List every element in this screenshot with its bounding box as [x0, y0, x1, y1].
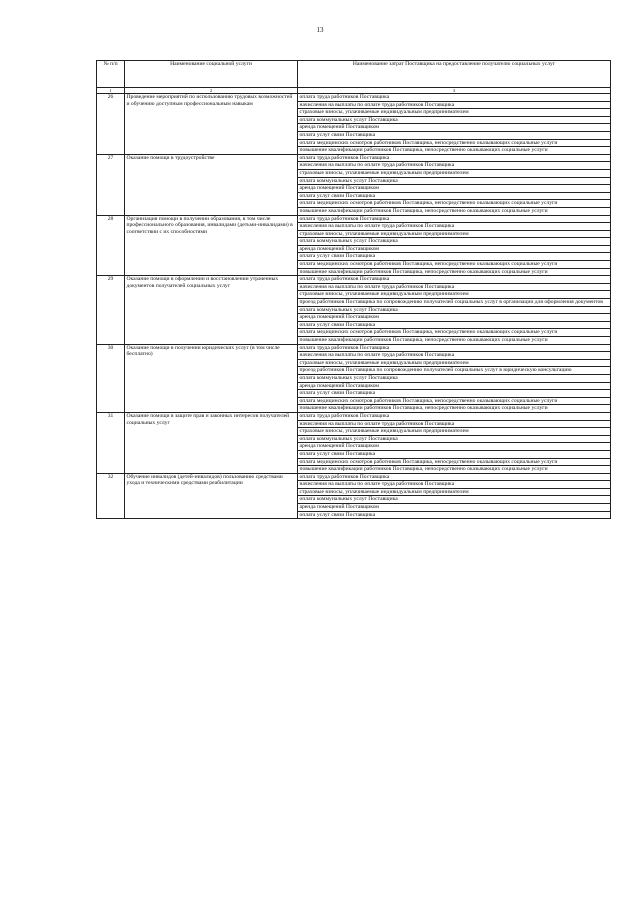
service-name: Оказание помощи в получении юридических услуг (в том числе бесплатно) — [125, 344, 298, 412]
table-row — [97, 473, 611, 519]
table-row — [97, 344, 611, 412]
cost-item: страховые взносы, уплачиваемые индивидуальным предпринимателем — [298, 109, 610, 117]
cost-list — [298, 215, 611, 276]
cost-list — [298, 154, 611, 215]
cost-item: оплата медицинских осмотров работников Поставщика, непосредственно оказывающих социальные услуги — [298, 200, 610, 208]
cost-item: начисления на выплаты по оплате труда работников Поставщика — [298, 162, 610, 170]
cost-item: оплата коммунальных услуг Поставщика — [298, 307, 610, 315]
cost-item: аренда помещений Поставщиком — [298, 314, 610, 322]
table-header-row — [97, 61, 611, 88]
cost-item: оплата труда работников Поставщика — [298, 155, 610, 163]
header-number: № п/п — [97, 61, 125, 88]
cost-item: оплата труда работников Поставщика — [298, 276, 610, 284]
cost-item: оплата труда работников Поставщика — [298, 345, 610, 353]
cost-item: повышение квалификации работников Поставщика, непосредственно оказывающих социальные услуги — [299, 268, 548, 275]
cost-item: повышение квалификации работников Поставщика, непосредственно оказывающих социальные услуги — [299, 147, 548, 154]
cost-item: повышение квалификации работников Поставщика, непосредственно оказывающих социальные услуги — [299, 337, 548, 343]
column-index: 1 — [97, 88, 125, 94]
column-index: 2 — [125, 88, 298, 94]
cost-item: оплата медицинских осмотров работников Поставщика, непосредственно оказывающих социальные услуги — [298, 329, 610, 337]
cost-item: повышение квалификации работников Поставщика, непосредственно оказывающих социальные услуги — [299, 405, 548, 412]
cost-item: оплата труда работников Поставщика — [298, 413, 610, 421]
page-number: 13 — [316, 26, 324, 34]
row-number: 27 — [97, 154, 125, 215]
service-name: Организация помощи в получении образования, в том числе профессионального образования, инвалидами (детьми-инвалидами) в соответствии с их способностями — [125, 215, 298, 276]
cost-item: начисления на выплаты по оплате труда работников Поставщика — [298, 223, 610, 231]
row-number: 30 — [97, 344, 125, 412]
cost-item: страховые взносы, уплачиваемые индивидуальным предпринимателем — [298, 489, 610, 497]
cost-item: оплата услуг связи Поставщика — [298, 193, 610, 201]
cost-item: оплата услуг связи Поставщика — [298, 390, 610, 398]
service-name: Обучение инвалидов (детей-инвалидов) пользованию средствами ухода и техническими средствами реабилитации — [125, 473, 298, 519]
column-index: 3 — [298, 88, 611, 94]
cost-item: страховые взносы, уплачиваемые индивидуальным предпринимателем — [298, 428, 610, 436]
cost-item: оплата медицинских осмотров работников Поставщика, непосредственно оказывающих социальные услуги — [298, 261, 610, 269]
cost-item: начисления на выплаты по оплате труда работников Поставщика — [298, 481, 610, 489]
cost-item: повышение квалификации работников Поставщика, непосредственно оказывающих социальные услуги — [299, 207, 548, 214]
cost-item: оплата труда работников Поставщика — [298, 94, 610, 102]
cost-item: проезд работников Поставщика по сопровождению получателей социальных услуг в юридическую консультацию — [298, 367, 610, 375]
cost-item: страховые взносы, уплачиваемые индивидуальным предпринимателем — [298, 231, 610, 239]
cost-item: оплата услуг связи Поставщика — [298, 322, 610, 330]
cost-item: оплата коммунальных услуг Поставщика — [298, 496, 610, 504]
cost-item: страховые взносы, уплачиваемые индивидуальным предпринимателем — [298, 170, 610, 178]
cost-item: оплата коммунальных услуг Поставщика — [298, 436, 610, 444]
table-row — [97, 154, 611, 215]
table-row — [97, 276, 611, 344]
cost-item: оплата труда работников Поставщика — [298, 216, 610, 224]
cost-list — [298, 412, 611, 473]
cost-list — [298, 94, 611, 155]
row-number: 32 — [97, 473, 125, 519]
row-number: 29 — [97, 276, 125, 344]
cost-item: аренда помещений Поставщиком — [298, 383, 610, 391]
header-cost-names: Наименование затрат Поставщика на предоставление получателю социальных услуг — [298, 61, 611, 88]
cost-list — [298, 276, 611, 344]
cost-list — [298, 473, 611, 519]
table-row — [97, 215, 611, 276]
cost-item: оплата коммунальных услуг Поставщика — [298, 375, 610, 383]
cost-item: аренда помещений Поставщиком — [298, 185, 610, 193]
social-services-costs-table — [96, 60, 611, 519]
cost-item: оплата услуг связи Поставщика — [299, 511, 376, 518]
header-service-name: Наименование социальной услуги — [125, 61, 298, 88]
cost-item: оплата услуг связи Поставщика — [298, 253, 610, 261]
cost-item: оплата медицинских осмотров работников Поставщика, непосредственно оказывающих социальные услуги — [298, 398, 610, 406]
cost-item: начисления на выплаты по оплате труда работников Поставщика — [298, 352, 610, 360]
service-name: Оказание помощи в трудоустройстве — [125, 154, 298, 215]
row-number: 31 — [97, 412, 125, 473]
cost-item: оплата коммунальных услуг Поставщика — [298, 238, 610, 246]
cost-item: начисления на выплаты по оплате труда работников Поставщика — [298, 284, 610, 292]
service-name: Оказание помощи в оформлении и восстановлении утраченных документов получателей социальных услуг — [125, 276, 298, 344]
cost-item: аренда помещений Поставщиком — [298, 124, 610, 132]
cost-item: оплата коммунальных услуг Поставщика — [298, 178, 610, 186]
service-name: Проведение мероприятий по использованию трудовых возможностей и обучению доступным профессиональным навыкам — [125, 94, 298, 155]
cost-item: оплата медицинских осмотров работников Поставщика, непосредственно оказывающих социальные услуги — [298, 459, 610, 467]
cost-item: оплата труда работников Поставщика — [298, 474, 610, 482]
cost-item: оплата коммунальных услуг Поставщика — [298, 117, 610, 125]
row-number: 28 — [97, 215, 125, 276]
table-row — [97, 94, 611, 155]
cost-list — [298, 344, 611, 412]
cost-item: страховые взносы, уплачиваемые индивидуальным предпринимателем — [298, 360, 610, 368]
cost-item: проезд работников Поставщика по сопровождению получателей социальных услуг в организации для оформления документов — [298, 299, 610, 307]
cost-item: начисления на выплаты по оплате труда работников Поставщика — [298, 102, 610, 110]
cost-item: оплата услуг связи Поставщика — [298, 132, 610, 140]
cost-item: оплата медицинских осмотров работников Поставщика, непосредственно оказывающих социальные услуги — [298, 140, 610, 148]
cost-item: страховые взносы, уплачиваемые индивидуальным предпринимателем — [298, 291, 610, 299]
table-row — [97, 412, 611, 473]
cost-item: начисления на выплаты по оплате труда работников Поставщика — [298, 421, 610, 429]
service-name: Оказание помощи в защите прав и законных интересов получателей социальных услуг — [125, 412, 298, 473]
cost-item: аренда помещений Поставщиком — [298, 246, 610, 254]
cost-item: аренда помещений Поставщиком — [298, 504, 610, 512]
cost-item: оплата услуг связи Поставщика — [298, 451, 610, 459]
row-number: 26 — [97, 94, 125, 155]
cost-item: аренда помещений Поставщиком — [298, 443, 610, 451]
cost-item: повышение квалификации работников Поставщика, непосредственно оказывающих социальные услуги — [299, 466, 548, 473]
